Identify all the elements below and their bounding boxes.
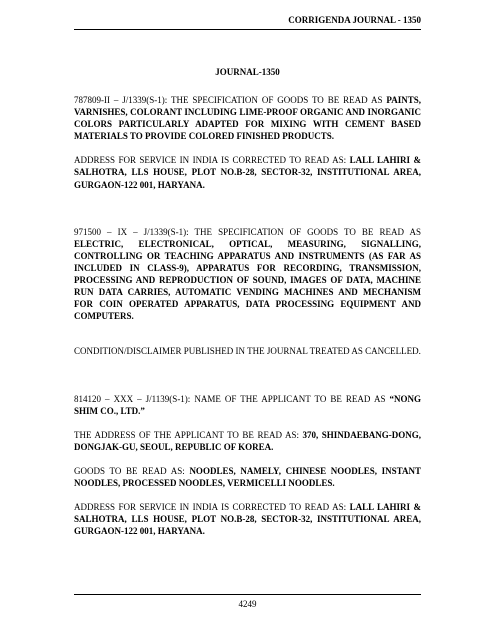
- service-address-lead-text: ADDRESS FOR SERVICE IN INDIA IS CORRECTED TO READ AS:: [74, 502, 347, 513]
- running-header: CORRIGENDA JOURNAL - 1350: [288, 15, 421, 25]
- document-body: [74, 94, 421, 537]
- entry-814120-goods: [74, 465, 421, 489]
- specification-lead-text: 787809-II – J/1339(S-1): THE SPECIFICATION OF GOODS TO BE READ AS: [74, 95, 383, 105]
- entry-814120-applicant-address: [74, 429, 421, 453]
- service-address-value: LALL LAHIRI & SALHOTRA, LLS HOUSE, PLOT NO.B-28, SECTOR-32, INSTITUTIONAL AREA, GURGAON-122 001, HARYANA.: [74, 502, 421, 537]
- entry-971500-condition: CONDITION/DISCLAIMER PUBLISHED IN THE JOURNAL TREATED AS CANCELLED.: [74, 346, 421, 357]
- applicant-address-value: 370, SHINDAEBANG-DONG, DONGJAK-GU, SEOUL, REPUBLIC OF KOREA.: [74, 429, 422, 452]
- service-address-value: LALL LAHIRI & SALHOTRA, LLS HOUSE, PLOT NO.B-28, SECTOR-32, INSTITUTIONAL AREA, GURGAON-122 001, HARYANA.: [74, 155, 421, 190]
- service-address-lead-text: ADDRESS FOR SERVICE IN INDIA IS CORRECTED TO READ AS:: [74, 155, 347, 166]
- header-rule: [74, 29, 421, 30]
- applicant-name-value: “NONG SHIM CO., LTD.”: [74, 393, 422, 416]
- page-number: 4249: [238, 599, 257, 609]
- entry-814120-service-address: [74, 501, 421, 537]
- entry-814120-applicant-name: [74, 393, 421, 417]
- specification-lead-text: 971500 – IX – J/1339(S-1): THE SPECIFICATION OF GOODS TO BE READ AS: [74, 226, 421, 237]
- goods-lead-text: GOODS TO BE READ AS:: [74, 465, 185, 476]
- specification-goods-text: PAINTS, VARNISHES, COLORANT INCLUDING LIME-PROOF ORGANIC AND INORGANIC COLORS PARTICULARLY ADAPTED FOR MIXING WITH CEMENT BASED MATERIALS TO PROVIDE COLORED FINISHED PRODUCTS.: [74, 95, 421, 142]
- goods-value: NOODLES, NAMELY, CHINESE NOODLES, INSTANT NOODLES, PROCESSED NOODLES, VERMICELLI NOODLES.: [74, 465, 422, 488]
- entry-787809-specification: [74, 94, 421, 142]
- footer-rule: [74, 594, 421, 595]
- specification-goods-text: ELECTRIC, ELECTRONICAL, OPTICAL, MEASURING, SIGNALLING, CONTROLLING OR TEACHING APPARATUS AND INSTRUMENTS (AS FAR AS INCLUDED IN CLASS-9), APPARATUS FOR RECORDING, TRANSMISSION, PROCESSING AND REPRODUCTION OF SOUND, IMAGES OF DATA, MACHINE RUN DATA CARRIES, AUTOMATIC VENDING MACHINES AND MECHANISM FOR COIN OPERATED APPARATUS, DATA PROCESSING EQUIPMENT AND COMPUTERS.: [74, 238, 421, 322]
- journal-heading: JOURNAL-1350: [215, 67, 280, 77]
- entry-787809-service-address: [74, 154, 421, 190]
- applicant-name-lead-text: 814120 – XXX – J/1139(S-1): NAME OF THE APPLICANT TO BE READ AS: [74, 393, 386, 404]
- applicant-address-lead-text: THE ADDRESS OF THE APPLICANT TO BE READ AS:: [74, 429, 299, 440]
- entry-971500-specification: [74, 226, 421, 323]
